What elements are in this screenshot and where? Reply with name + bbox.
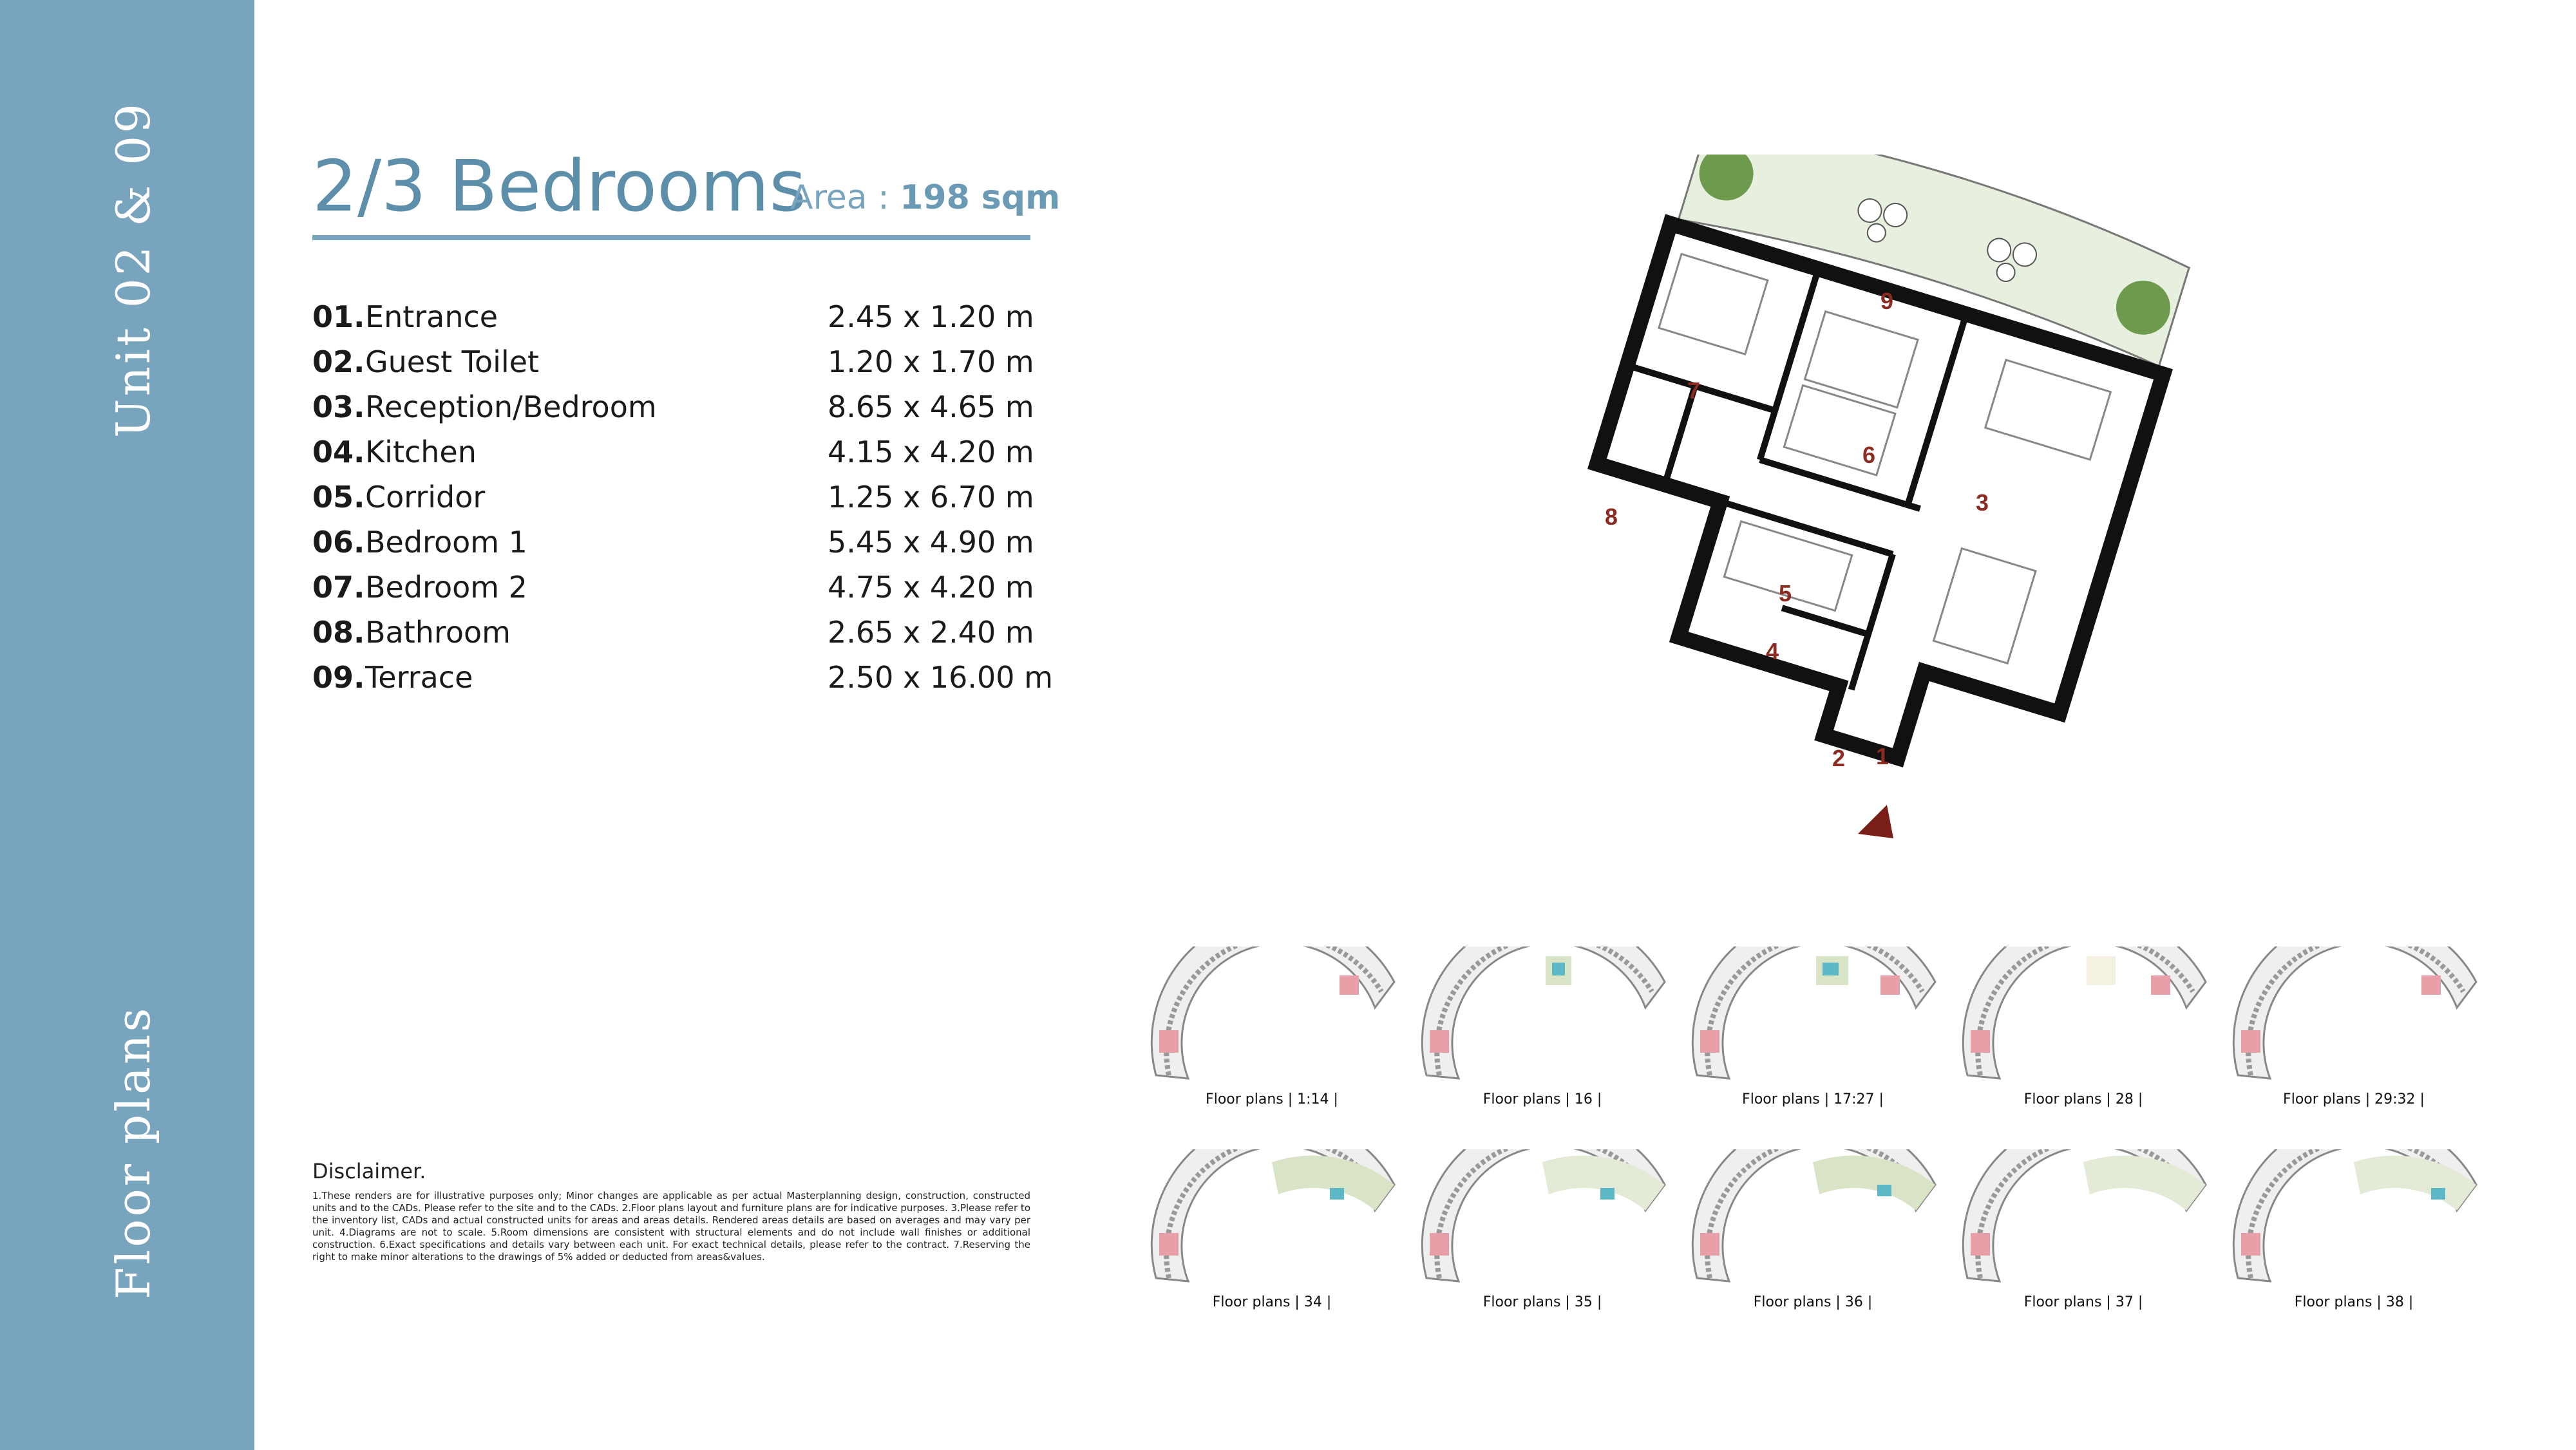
plan-label-7: 7	[1687, 377, 1701, 404]
room-list	[312, 299, 1053, 705]
room-dimensions: 4.75 x 4.20 m	[828, 570, 1034, 605]
thumbnail-caption: Floor plans | 29:32 |	[2283, 1091, 2425, 1107]
section-label: Floor plans	[106, 1005, 160, 1299]
room-row	[312, 390, 1053, 435]
entrance-arrow-icon	[1858, 805, 1893, 838]
floor-key-plan	[1414, 1149, 1671, 1285]
floor-key-plan	[2225, 946, 2483, 1082]
room-row	[312, 480, 1053, 525]
room-dimensions: 4.15 x 4.20 m	[828, 435, 1034, 469]
floor-key-plan	[1955, 1149, 2212, 1285]
room-name: Bedroom 2	[365, 570, 527, 605]
plan-label-5: 5	[1779, 580, 1792, 607]
disclaimer-text: 1.These renders are for illustrative purposes only; Minor changes are applicable as per actual Masterplanning design, construction, constructed units and to the CADs. Please refer to the site and to the CADs. 2.Floor plans layout and furniture plans are for indicative purposes. 3.Please refer to the inventory list, CADs and actual constructed units for areas and areas details. Rendered areas details are based on averages and may vary per unit. 4.Diagrams are not to scale. 5.Room dimensions are consistent with structural elements and do not include wall finishes or additional construction. 6.Exact specifications and details vary between each unit. For exact technical details, please refer to the contract. 7.Reserving the right to make minor alterations to the drawings of 5% added or deducted from areas&values.	[312, 1190, 1030, 1263]
room-number: 03.	[312, 390, 365, 424]
room-number: 09.	[312, 660, 365, 695]
room-number: 05.	[312, 480, 365, 514]
floor-key-plan	[1143, 946, 1401, 1082]
room-dimensions: 1.25 x 6.70 m	[828, 480, 1034, 514]
floor-key-plan	[1955, 946, 2212, 1082]
floor-key-plan	[1414, 946, 1671, 1082]
thumbnail-caption: Floor plans | 37 |	[2023, 1294, 2143, 1310]
room-name: Bathroom	[365, 615, 511, 650]
unit-label: Unit 02 & 09	[106, 101, 160, 438]
floor-thumbnail[interactable]	[1143, 946, 1401, 1107]
floor-thumbnail[interactable]	[1955, 946, 2212, 1107]
room-row	[312, 570, 1053, 615]
room-name: Kitchen	[365, 435, 477, 469]
plan-label-1: 1	[1876, 743, 1889, 769]
plan-label-8: 8	[1605, 504, 1618, 530]
room-number: 07.	[312, 570, 365, 605]
thumbnail-caption: Floor plans | 1:14 |	[1206, 1091, 1338, 1107]
area-value: 198 sqm	[900, 178, 1061, 217]
thumbnail-caption: Floor plans | 28 |	[2023, 1091, 2143, 1107]
room-dimensions: 8.65 x 4.65 m	[828, 390, 1034, 424]
room-dimensions: 2.50 x 16.00 m	[828, 660, 1054, 695]
room-row	[312, 660, 1053, 705]
floor-thumbnail[interactable]	[1684, 946, 1942, 1107]
floor-key-plan	[1684, 946, 1942, 1082]
room-name: Corridor	[365, 480, 486, 514]
sidebar	[0, 0, 254, 1450]
floor-thumbnail[interactable]	[2225, 1149, 2483, 1310]
thumbnail-caption: Floor plans | 17:27 |	[1742, 1091, 1884, 1107]
plan-label-3: 3	[1976, 489, 1989, 516]
room-row	[312, 344, 1053, 390]
room-number: 01.	[312, 299, 365, 334]
thumbnail-caption: Floor plans | 35 |	[1482, 1294, 1602, 1310]
room-dimensions: 5.45 x 4.90 m	[828, 525, 1034, 560]
disclaimer-title: Disclaimer.	[312, 1159, 426, 1183]
thumbnail-caption: Floor plans | 34 |	[1212, 1294, 1332, 1310]
room-name: Bedroom 1	[365, 525, 527, 560]
room-row	[312, 435, 1053, 480]
room-number: 06.	[312, 525, 365, 560]
thumbnail-caption: Floor plans | 16 |	[1482, 1091, 1602, 1107]
floor-key-plan	[2225, 1149, 2483, 1285]
floor-key-plan	[1684, 1149, 1942, 1285]
room-name: Terrace	[365, 660, 473, 695]
floor-thumbnail[interactable]	[1684, 1149, 1942, 1310]
floor-thumbnail[interactable]	[1143, 1149, 1401, 1310]
room-row	[312, 525, 1053, 570]
plan-label-2: 2	[1832, 745, 1846, 771]
room-number: 04.	[312, 435, 365, 469]
floor-thumbnail[interactable]	[1414, 946, 1671, 1107]
area-summary	[790, 178, 1060, 217]
plan-label-4: 4	[1766, 638, 1779, 664]
thumbnail-caption: Floor plans | 36 |	[1753, 1294, 1873, 1310]
floor-thumbnail[interactable]	[1955, 1149, 2212, 1310]
thumbnail-caption: Floor plans | 38 |	[2294, 1294, 2414, 1310]
room-number: 08.	[312, 615, 365, 650]
room-name: Guest Toilet	[365, 344, 540, 379]
floor-thumbnail[interactable]	[1414, 1149, 1671, 1310]
room-name: Entrance	[365, 299, 498, 334]
floor-key-plan	[1143, 1149, 1401, 1285]
room-row	[312, 299, 1053, 344]
page-title: 2/3 Bedrooms	[312, 145, 806, 227]
plan-label-6: 6	[1862, 442, 1876, 468]
room-number: 02.	[312, 344, 365, 379]
room-dimensions: 2.65 x 2.40 m	[828, 615, 1034, 650]
area-label: Area :	[790, 178, 889, 217]
floor-plan-drawing	[1507, 155, 2202, 850]
room-dimensions: 1.20 x 1.70 m	[828, 344, 1034, 379]
floor-thumbnail[interactable]	[2225, 946, 2483, 1107]
title-block	[312, 145, 1061, 240]
room-row	[312, 615, 1053, 660]
plan-label-9: 9	[1880, 288, 1894, 314]
room-dimensions: 2.45 x 1.20 m	[828, 299, 1034, 334]
room-name: Reception/Bedroom	[365, 390, 657, 424]
